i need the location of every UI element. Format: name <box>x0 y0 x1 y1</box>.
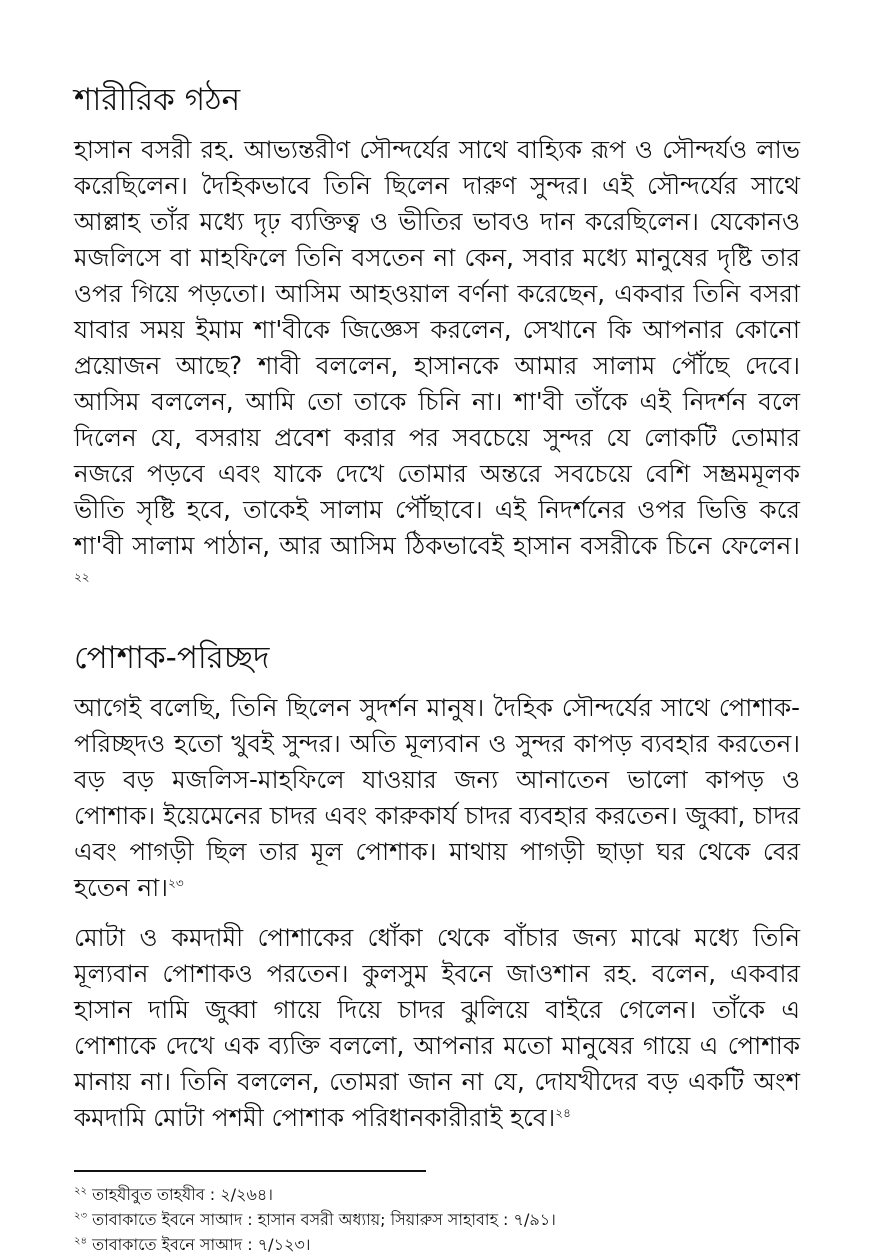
footnote-24-number: ২৪ <box>74 1235 87 1247</box>
footnote-ref-23: ২৩ <box>168 875 184 890</box>
footnote-22 <box>74 1182 870 1207</box>
footnote-ref-24: ২৪ <box>555 1105 571 1120</box>
footnote-23 <box>74 1207 870 1232</box>
physique-paragraph <box>74 132 800 600</box>
footnote-ref-22: ২২ <box>74 569 90 584</box>
footnote-24 <box>74 1232 870 1257</box>
footnote-23-text: তাবাকাতে ইবনে সাআদ : হাসান বসরী অধ্যায়; সিয়ারুস সাহাবাহ : ৭/৯১। <box>92 1210 556 1229</box>
footnote-divider <box>74 1170 426 1172</box>
footnote-24-text: তাবাকাতে ইবনে সাআদ : ৭/১২৩। <box>92 1235 311 1254</box>
section-heading-attire: পোশাক-পরিচ্ছদ <box>74 640 270 676</box>
attire-paragraph-2 <box>74 920 800 1136</box>
footnote-23-number: ২৩ <box>74 1210 88 1222</box>
footnote-22-text: তাহযীবুত তাহযীব : ২/২৬৪। <box>92 1185 273 1204</box>
attire-paragraph-1 <box>74 690 800 906</box>
footnote-22-number: ২২ <box>74 1185 88 1197</box>
section-heading-physique: শারীরিক গঠন <box>74 82 241 118</box>
attire-text-1: আগেই বলেছি, তিনি ছিলেন সুদর্শন মানুষ। দৈহিক সৌন্দর্যের সাথে পোশাক-পরিচ্ছদও হতো খুবই সুন্দর। অতি মূল্যবান ও সুন্দর কাপড় ব্যবহার করতেন। বড় বড় মজলিস-মাহফিলে যাওয়ার জন্য আনাতেন ভালো কাপড় ও পোশাক। ইয়েমেনের চাদর এবং কারুকার্য চাদর ব্যবহার করতেন। জুব্বা, চাদর এবং পাগড়ী ছিল তার মূল পোশাক। মাথায় পাগড়ী ছাড়া ঘর থেকে বের হতেন না। <box>74 693 800 902</box>
physique-text: হাসান বসরী রহ. আভ্যন্তরীণ সৌন্দর্যের সাথে বাহ্যিক রূপ ও সৌন্দর্যও লাভ করেছিলেন। দৈহিকভাবে তিনি ছিলেন দারুণ সুন্দর। এই সৌন্দর্যের সাথে আল্লাহ তাঁর মধ্যে দৃঢ় ব্যক্তিত্ব ও ভীতির ভাবও দান করেছিলেন। যেকোনও মজলিসে বা মাহফিলে তিনি বসতেন না কেন, সবার মধ্যে মানুষের দৃষ্টি তার ওপর গিয়ে পড়তো। আসিম আহওয়াল বর্ণনা করেছেন, একবার তিনি বসরা যাবার সময় ইমাম শা'বীকে জিজ্ঞেস করলেন, সেখানে কি আপনার কোনো প্রয়োজন আছে? শাবী বললেন, হাসানকে আমার সালাম পৌঁছে দেবে। আসিম বললেন, আমি তো তাকে চিনি না। শা'বী তাঁকে এই নিদর্শন বলে দিলেন যে, বসরায় প্রবেশ করার পর সবচেয়ে সুন্দর যে লোকটি তোমার নজরে পড়বে এবং যাকে দেখে তোমার অন্তরে সবচেয়ে বেশি সম্ভ্রমমূলক ভীতি সৃষ্টি হবে, তাকেই সালাম পৌঁছাবে। এই নিদর্শনের ওপর ভিত্তি করে শা'বী সালাম পাঠান, আর আসিম ঠিকভাবেই হাসান বসরীকে চিনে ফেলেন। <box>74 135 800 560</box>
attire-text-2: মোটা ও কমদামী পোশাকের ধোঁকা থেকে বাঁচার জন্য মাঝে মধ্যে তিনি মূল্যবান পোশাকও পরতেন। কুলসুম ইবনে জাওশান রহ. বলেন, একবার হাসান দামি জুব্বা গায়ে দিয়ে চাদর ঝুলিয়ে বাইরে গেলেন। তাঁকে এ পোশাকে দেখে এক ব্যক্তি বললো, আপনার মতো মানুষের গায়ে এ পোশাক মানায় না। তিনি বললেন, তোমরা জান না যে, দোযখীদের বড় একটি অংশ কমদামি মোটা পশমী পোশাক পরিধানকারীরাই হবে। <box>74 923 800 1132</box>
